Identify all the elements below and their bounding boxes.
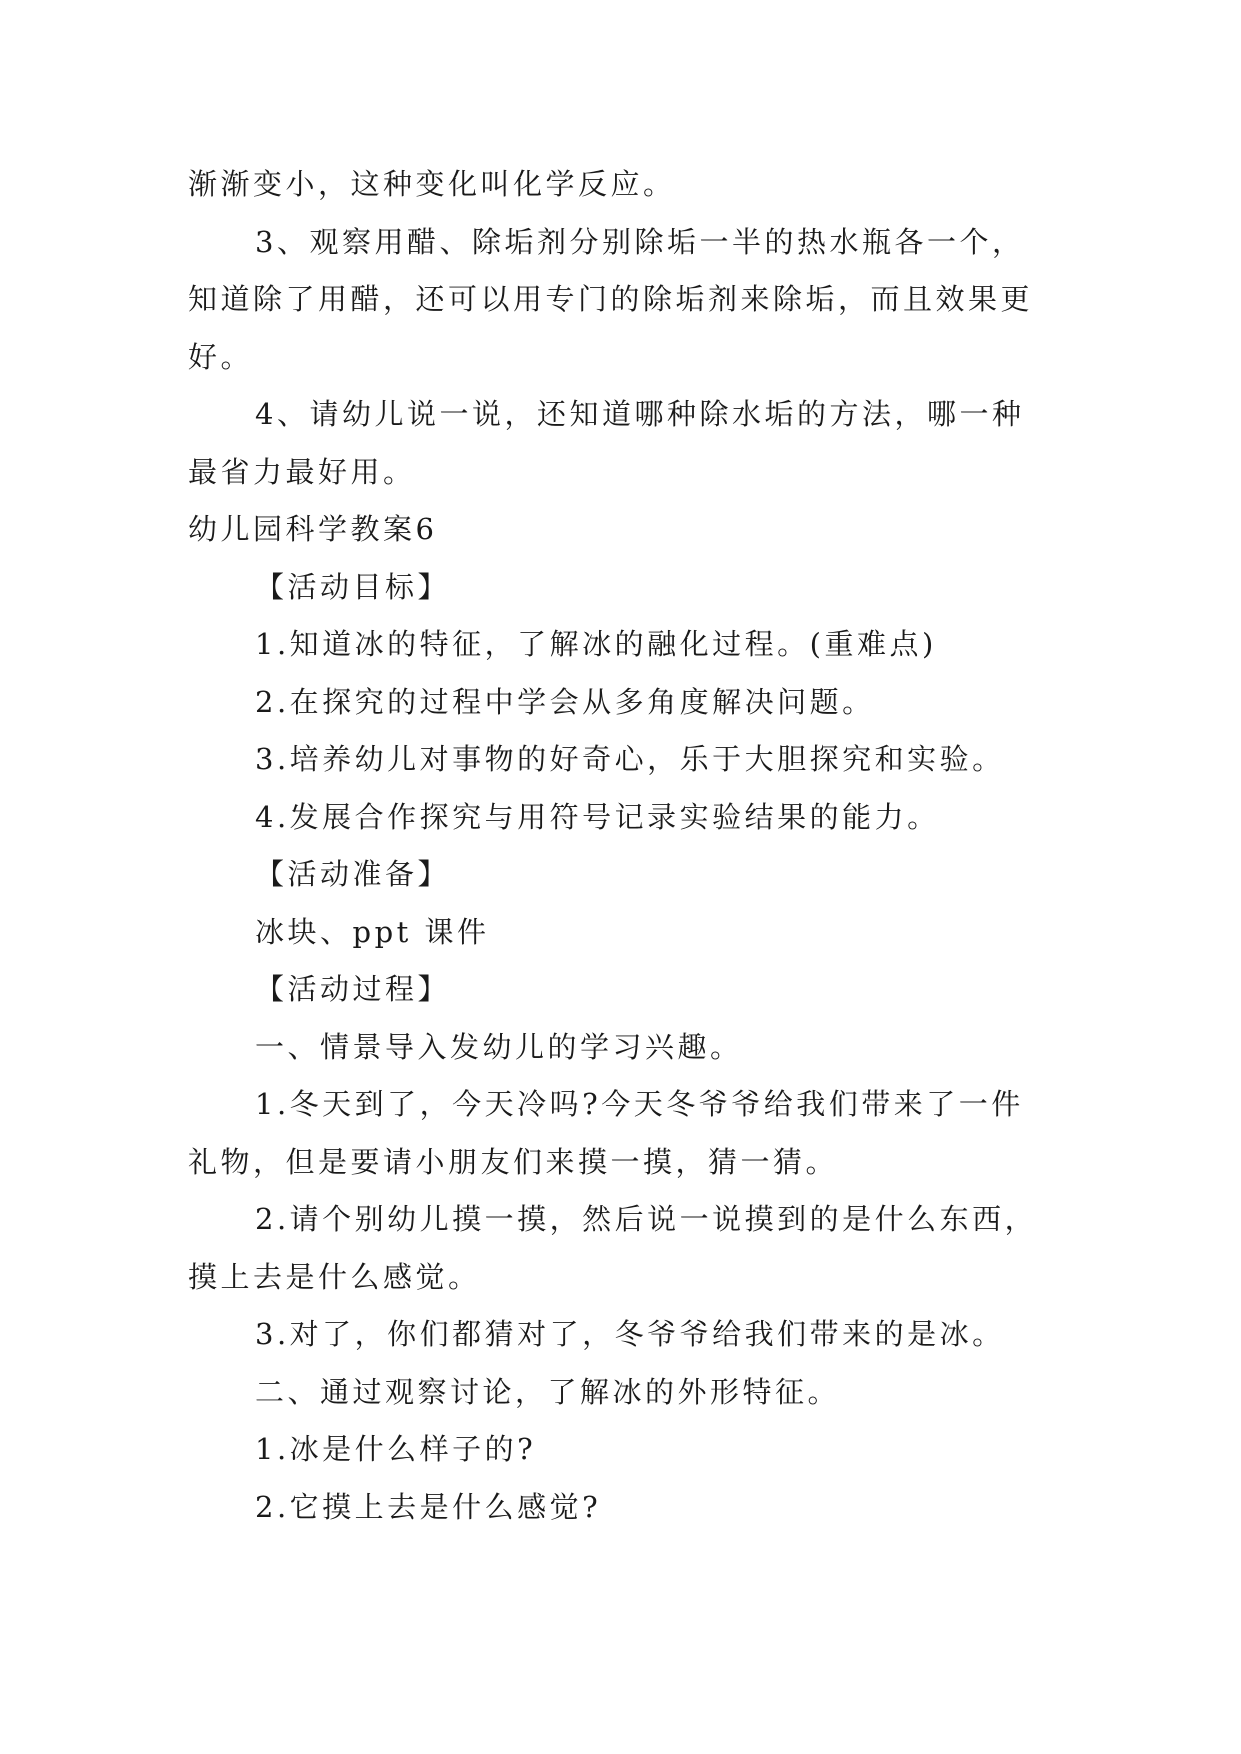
- paragraph-line: 礼物，但是要请小朋友们来摸一摸，猜一猜。: [188, 1145, 839, 1179]
- paragraph-line: 冰块、ppt 课件: [255, 915, 490, 949]
- list-item: 2.它摸上去是什么感觉?: [255, 1490, 602, 1524]
- list-item: 1.冰是什么样子的?: [255, 1432, 537, 1466]
- subsection-heading: 【活动准备】: [255, 857, 451, 891]
- list-item: 2.在探究的过程中学会从多角度解决问题。: [255, 685, 875, 719]
- section-heading: 幼儿园科学教案6: [188, 512, 438, 546]
- list-item: 4.发展合作探究与用符号记录实验结果的能力。: [255, 800, 940, 834]
- subsection-heading: 【活动目标】: [255, 570, 451, 604]
- subsection-heading: 【活动过程】: [255, 972, 451, 1006]
- list-item: 1.冬天到了，今天冷吗?今天冬爷爷给我们带来了一件: [255, 1087, 1024, 1121]
- paragraph-line: 二、通过观察讨论，了解冰的外形特征。: [255, 1375, 841, 1409]
- paragraph-line: 知道除了用醋，还可以用专门的除垢剂来除垢，而且效果更: [188, 282, 1034, 316]
- list-item: 1.知道冰的特征，了解冰的融化过程。(重难点): [255, 627, 937, 661]
- paragraph-line: 渐渐变小，这种变化叫化学反应。: [188, 167, 676, 201]
- paragraph-line: 3、观察用醋、除垢剂分别除垢一半的热水瓶各一个，: [255, 225, 1025, 259]
- paragraph-line: 最省力最好用。: [188, 455, 416, 489]
- paragraph-line: 摸上去是什么感觉。: [188, 1260, 481, 1294]
- paragraph-line: 4、请幼儿说一说，还知道哪种除水垢的方法，哪一种: [255, 397, 1025, 431]
- paragraph-line: 一、情景导入发幼儿的学习兴趣。: [255, 1030, 743, 1064]
- list-item: 3.培养幼儿对事物的好奇心，乐于大胆探究和实验。: [255, 742, 1005, 776]
- list-item: 2.请个别幼儿摸一摸，然后说一说摸到的是什么东西，: [255, 1202, 1038, 1236]
- paragraph-line: 好。: [188, 340, 254, 374]
- list-item: 3.对了，你们都猜对了，冬爷爷给我们带来的是冰。: [255, 1317, 1005, 1351]
